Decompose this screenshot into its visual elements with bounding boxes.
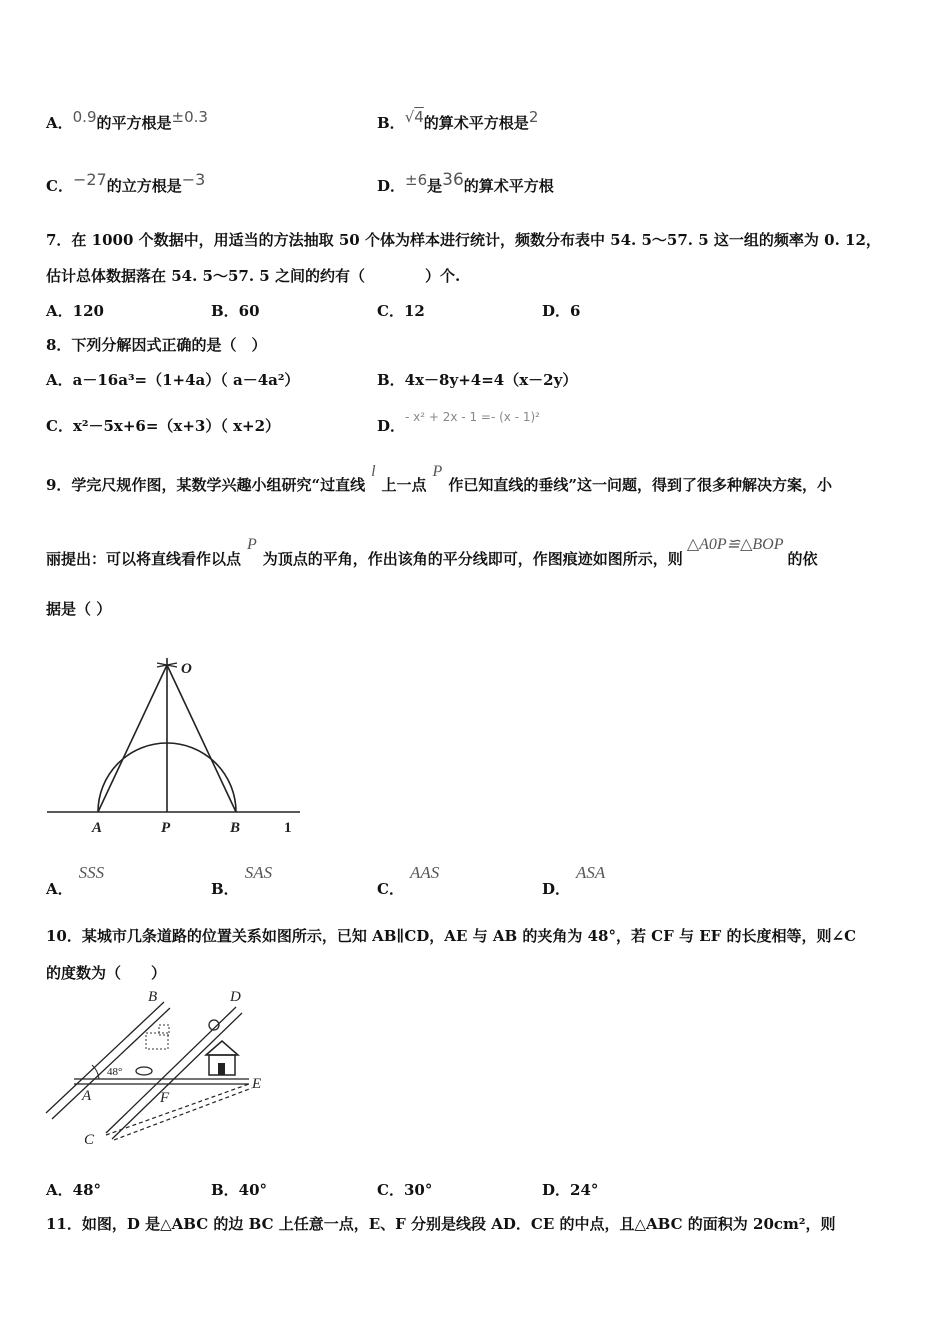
q9-stem-line3: 据是（ ） xyxy=(46,600,112,618)
option-label: D． xyxy=(542,880,571,898)
q10-option-d: D．24° xyxy=(542,1181,599,1199)
option-text: 的算术平方根是 xyxy=(423,114,529,132)
math-expr: SSS xyxy=(78,863,105,882)
road-ce xyxy=(114,1088,252,1140)
road-ab-edge xyxy=(46,1002,164,1113)
option-label: C． xyxy=(46,177,73,195)
label-d: D xyxy=(230,989,241,1005)
option-text: 是 xyxy=(427,177,443,195)
angle-label: 48° xyxy=(107,1066,123,1078)
option-label: A． xyxy=(46,114,73,132)
q7-stem-line1: 7．在 1000 个数据中，用适当的方法抽取 50 个体为样本进行统计，频数分布表中 54. 5～57. 5 这一组的频率为 0. 12， xyxy=(46,231,881,249)
option-label: D． xyxy=(377,177,406,195)
q6-option-d xyxy=(377,170,554,196)
q8-option-d xyxy=(377,405,540,435)
math-expr: ±6 xyxy=(405,171,428,189)
q9-option-c xyxy=(377,862,440,898)
q8-option-b: B．4x－8y+4=4（x－2y） xyxy=(377,371,578,389)
q9-option-b xyxy=(211,862,273,898)
q10-option-b: B．40° xyxy=(211,1181,268,1199)
q8-option-a: A．a－16a³=（1+4a）（ a－4a²） xyxy=(46,371,300,389)
math-expr: - x² + 2x - 1 =- (x - 1)² xyxy=(405,410,540,424)
math-expr: AAS xyxy=(409,863,440,882)
road-cd-edge xyxy=(106,1007,236,1133)
label-p: P xyxy=(161,820,171,836)
q9-option-d xyxy=(542,862,606,898)
option-text: 的立方根是 xyxy=(106,177,182,195)
q7-option-a: A．120 xyxy=(46,302,104,320)
q6-option-b: B．√4的算术平方根是2 xyxy=(377,108,539,132)
math-var: P xyxy=(247,536,257,553)
q7-option-d: D．6 xyxy=(542,302,581,320)
q9-stem-line1 xyxy=(46,460,832,494)
label-l: 1 xyxy=(284,820,292,836)
math-expr: 4 xyxy=(414,108,424,126)
label-a: A xyxy=(92,820,103,836)
label-b: B xyxy=(148,989,158,1005)
math-expr: SAS xyxy=(244,863,273,882)
math-expr: −27 xyxy=(72,170,107,189)
option-label: B． xyxy=(377,114,405,132)
car-icon xyxy=(136,1067,152,1075)
label-e: E xyxy=(252,1076,262,1092)
stem-text: 9．学完尺规作图，某数学兴趣小组研究“过直线 xyxy=(46,476,366,494)
q10-figure xyxy=(44,985,274,1147)
option-label: D． xyxy=(377,417,406,435)
stem-text: 为顶点的平角，作出该角的平分线即可，作图痕迹如图所示，则 xyxy=(262,550,683,568)
q9-figure xyxy=(44,655,306,840)
label-c: C xyxy=(84,1132,95,1147)
q9-option-a xyxy=(46,862,105,898)
option-label: A． xyxy=(46,880,73,898)
stem-text: 的依 xyxy=(787,550,818,568)
road-ce xyxy=(106,1084,249,1135)
math-expr: △A0P≌△BOP xyxy=(686,536,784,553)
math-var: P xyxy=(432,463,443,480)
q10-option-c: C．30° xyxy=(377,1181,433,1199)
option-label: B． xyxy=(211,880,239,898)
stem-text: 丽提出：可以将直线看作以点 xyxy=(46,550,242,568)
math-expr: ASA xyxy=(576,863,606,882)
q8-option-c: C．x²－5x+6=（x+3）（ x+2） xyxy=(46,417,281,435)
q6-option-c xyxy=(46,170,206,196)
q11-stem-line1: 11．如图，D 是△ABC 的边 BC 上任意一点，E、F 分别是线段 AD．CE 的中点，且△ABC 的面积为 20cm²，则 xyxy=(46,1215,836,1233)
segment-bo xyxy=(167,665,236,812)
label-f: F xyxy=(160,1090,170,1106)
q9-stem-line2 xyxy=(46,533,818,568)
math-expr: ±0.3 xyxy=(171,108,208,126)
label-a: A xyxy=(82,1088,92,1104)
stem-text: 上一点 xyxy=(381,476,427,494)
label-o: O xyxy=(181,661,192,677)
q10-stem-line2: 的度数为（ ） xyxy=(46,964,167,982)
option-text: 的平方根是 xyxy=(96,114,172,132)
math-var: l xyxy=(371,463,376,480)
option-label: C． xyxy=(377,880,404,898)
math-expr: 0.9 xyxy=(72,108,97,126)
stem-text: 作已知直线的垂线”这一问题，得到了很多种解决方案，小 xyxy=(448,476,832,494)
q10-option-a: A．48° xyxy=(46,1181,102,1199)
segment-ao xyxy=(98,665,167,812)
q7-option-b: B．60 xyxy=(211,302,260,320)
q8-stem: 8．下列分解因式正确的是（ ） xyxy=(46,336,267,354)
q10-stem-line1: 10．某城市几条道路的位置关系如图所示，已知 AB∥CD，AE 与 AB 的夹角为 48°，若 CF 与 EF 的长度相等，则∠C xyxy=(46,927,857,945)
house-door xyxy=(218,1063,225,1075)
label-b: B xyxy=(230,820,241,836)
math-expr: 36 xyxy=(442,170,464,190)
math-expr: −3 xyxy=(181,170,206,189)
q7-option-c: C．12 xyxy=(377,302,425,320)
road-ab-edge xyxy=(52,1008,170,1119)
q6-option-a xyxy=(46,108,208,133)
option-text: 的算术平方根 xyxy=(463,177,554,195)
math-expr: 2 xyxy=(528,108,539,126)
q7-stem-line2: 估计总体数据落在 54. 5～57. 5 之间的约有（ ）个. xyxy=(46,267,461,285)
